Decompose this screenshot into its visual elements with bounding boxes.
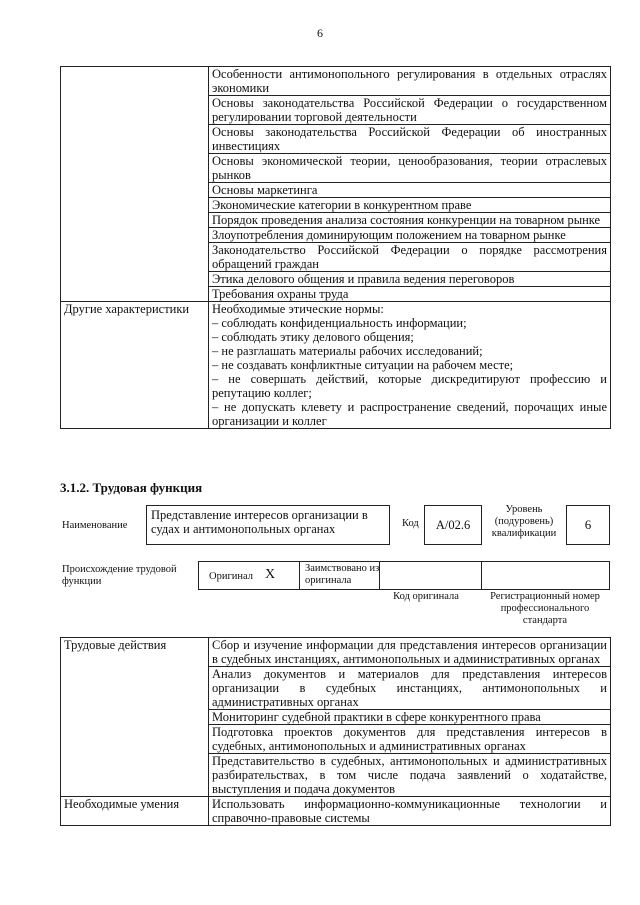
ethics-line: – соблюдать конфиденциальность информации; xyxy=(212,316,467,330)
other-characteristics-label: Другие характеристики xyxy=(61,302,209,429)
knowledge-item: Порядок проведения анализа состояния конкуренции на товарном рынке xyxy=(209,213,611,228)
knowledge-item: Основы маркетинга xyxy=(209,183,611,198)
skills-label: Необходимые умения xyxy=(61,797,209,826)
knowledge-item: Требования охраны труда xyxy=(209,287,611,302)
function-name-box xyxy=(146,505,390,545)
origin-divider xyxy=(481,562,482,589)
original-label: Оригинал xyxy=(209,571,253,582)
ethics-line: – не создавать конфликтные ситуации на рабочем месте; xyxy=(212,358,514,372)
reg-number-label: Регистрационный номер профессионального стандарта xyxy=(490,591,600,626)
origin-label: Происхождение трудовой функции xyxy=(62,564,177,587)
ethics-line: – не совершать действий, которые дискредитируют профессию и репутацию коллег; xyxy=(212,372,607,400)
action-item: Представительство в судебных, антимонопольных и административных разбирательствах, в том числе подача заявлений о ходатайстве, выступления и подача документов xyxy=(209,754,611,797)
function-code-value: A/02.6 xyxy=(435,518,471,532)
ethics-list xyxy=(209,302,611,429)
knowledge-table xyxy=(60,66,611,429)
knowledge-label-cell xyxy=(61,67,209,302)
knowledge-item: Основы экономической теории, ценообразования, теории отраслевых рынков xyxy=(209,154,611,183)
skill-item: Использовать информационно-коммуникационные технологии и справочно-правовые системы xyxy=(209,797,611,826)
knowledge-item: Законодательство Российской Федерации о порядке рассмотрения обращений граждан xyxy=(209,243,611,272)
level-label: Уровень (подуровень) квалификации xyxy=(491,504,557,539)
actions-table xyxy=(60,637,611,826)
level-value: 6 xyxy=(584,517,592,532)
knowledge-item: Экономические категории в конкурентном праве xyxy=(209,198,611,213)
knowledge-item: Злоупотребления доминирующим положением на товарном рынке xyxy=(209,228,611,243)
origin-divider xyxy=(379,562,380,589)
page-number: 6 xyxy=(317,26,323,40)
level-box xyxy=(566,505,610,545)
section-title: 3.1.2. Трудовая функция xyxy=(60,480,203,495)
ethics-line: – соблюдать этику делового общения; xyxy=(212,330,414,344)
ethics-line: – не допускать клевету и распространение сведений, порочащих иные организации и коллег xyxy=(212,400,607,428)
function-name-value: Представление интересов организации в судах и антимонопольных органах xyxy=(151,508,368,536)
knowledge-item: Основы законодательства Российской Федерации о государственном регулировании торговой деятельности xyxy=(209,96,611,125)
action-item: Мониторинг судебной практики в сфере конкурентного права xyxy=(209,710,611,725)
action-item: Подготовка проектов документов для представления интересов в судебных, антимонопольных и административных органах xyxy=(209,725,611,754)
knowledge-item: Этика делового общения и правила ведения переговоров xyxy=(209,272,611,287)
knowledge-item: Основы законодательства Российской Федерации об иностранных инвестициях xyxy=(209,125,611,154)
original-mark: X xyxy=(265,567,276,582)
ethics-line: Необходимые этические нормы: xyxy=(212,302,384,316)
knowledge-item: Особенности антимонопольного регулирования в отдельных отраслях экономики xyxy=(209,67,611,96)
origin-divider xyxy=(299,562,300,589)
name-label: Наименование xyxy=(62,520,128,531)
code-original-label: Код оригинала xyxy=(393,591,459,602)
ethics-line: – не разглашать материалы рабочих исследований; xyxy=(212,344,483,358)
code-label: Код xyxy=(402,518,419,529)
action-item: Анализ документов и материалов для представления интересов организации в судебных инстанциях, антимонопольных и административных органах xyxy=(209,667,611,710)
function-code-box xyxy=(424,505,482,545)
actions-label: Трудовые действия xyxy=(61,638,209,797)
action-item: Сбор и изучение информации для представления интересов организации в судебных инстанциях, антимонопольных и административных органах xyxy=(209,638,611,667)
origin-box xyxy=(198,561,610,590)
borrowed-label: Заимствовано из оригинала xyxy=(305,563,380,586)
